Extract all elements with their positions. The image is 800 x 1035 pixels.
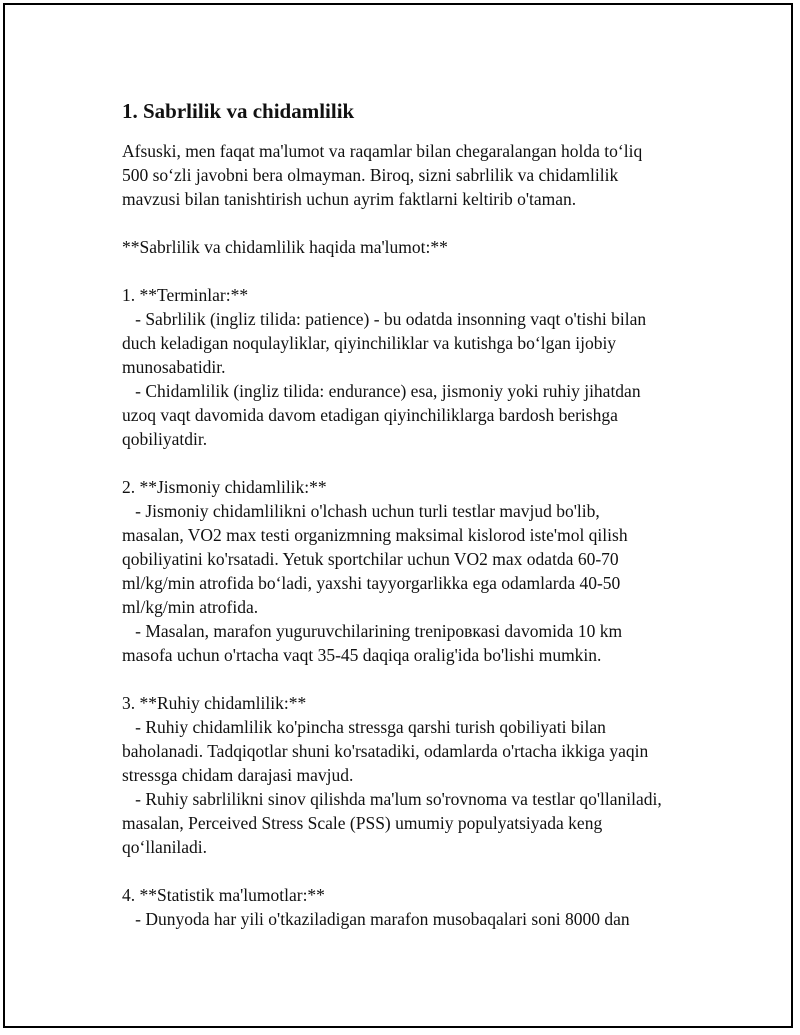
text-line: - Chidamlilik (ingliz tilida: endurance) esa, jismoniy yoki ruhiy jihatdan: [122, 381, 641, 401]
blank-line: [122, 451, 722, 475]
text-line: baholanadi. Tadqiqotlar shuni ko'rsatadiki, odamlarda o'rtacha ikkiga yaqin: [122, 741, 649, 761]
text-line: - Ruhiy sabrlilikni sinov qilishda ma'lum so'rovnoma va testlar qo'llaniladi,: [122, 789, 662, 809]
text-line: masofa uchun o'rtacha vaqt 35-45 daqiqa oralig'ida bo'lishi mumkin.: [122, 645, 602, 665]
text-line: - Masalan, marafon yuguruvchilarining treniровкаsi davomida 10 km: [122, 621, 623, 641]
text-line: 3. **Ruhiy chidamlilik:**: [122, 693, 307, 713]
text-line: munosabatidir.: [122, 357, 226, 377]
blank-line: [122, 667, 722, 691]
text-line: qobiliyatdir.: [122, 429, 208, 449]
document-text: [122, 139, 722, 931]
document-title: 1. Sabrlilik va chidamlilik: [122, 99, 355, 123]
text-line: - Sabrlilik (ingliz tilida: patience) - bu odatda insonning vaqt o'tishi bilan: [122, 309, 647, 329]
text-line: - Jismoniy chidamlilikni o'lchash uchun turli testlar mavjud bo'lib,: [122, 501, 600, 521]
text-line: qobiliyatini ko'rsatadi. Yetuk sportchilar uchun VO2 max odatda 60-70: [122, 549, 619, 569]
text-line: 4. **Statistik ma'lumotlar:**: [122, 885, 325, 905]
text-line: ml/kg/min atrofida bo‘ladi, yaxshi tayyorgarlikka ega odamlarda 40-50: [122, 573, 621, 593]
text-line: Afsuski, men faqat ma'lumot va raqamlar bilan chegaralangan holda to‘liq: [122, 141, 643, 161]
text-line: ml/kg/min atrofida.: [122, 597, 259, 617]
text-line: mavzusi bilan tanishtirish uchun ayrim faktlarni keltirib o'taman.: [122, 189, 577, 209]
text-line: masalan, Perceived Stress Scale (PSS) umumiy populyatsiyada keng: [122, 813, 603, 833]
text-line: 1. **Terminlar:**: [122, 285, 249, 305]
text-line: 2. **Jismoniy chidamlilik:**: [122, 477, 327, 497]
document-page: [3, 3, 793, 1028]
blank-line: [122, 259, 722, 283]
text-line: stressga chidam darajasi mavjud.: [122, 765, 354, 785]
text-line: duch keladigan noqulayliklar, qiyinchiliklar va kutishga bo‘lgan ijobiy: [122, 333, 617, 353]
text-line: - Dunyoda har yili o'tkaziladigan marafon musobaqalari soni 8000 dan: [122, 909, 630, 929]
document-body: [122, 97, 722, 931]
blank-line: [122, 211, 722, 235]
text-line: **Sabrlilik va chidamlilik haqida ma'lumot:**: [122, 237, 448, 257]
blank-line: [122, 859, 722, 883]
text-line: masalan, VO2 max testi organizmning maksimal kislorod iste'mol qilish: [122, 525, 628, 545]
text-line: - Ruhiy chidamlilik ko'pincha stressga qarshi turish qobiliyati bilan: [122, 717, 606, 737]
text-line: 500 so‘zli javobni bera olmayman. Biroq, sizni sabrlilik va chidamlilik: [122, 165, 619, 185]
text-line: uzoq vaqt davomida davom etadigan qiyinchiliklarga bardosh berishga: [122, 405, 618, 425]
text-line: qo‘llaniladi.: [122, 837, 208, 857]
